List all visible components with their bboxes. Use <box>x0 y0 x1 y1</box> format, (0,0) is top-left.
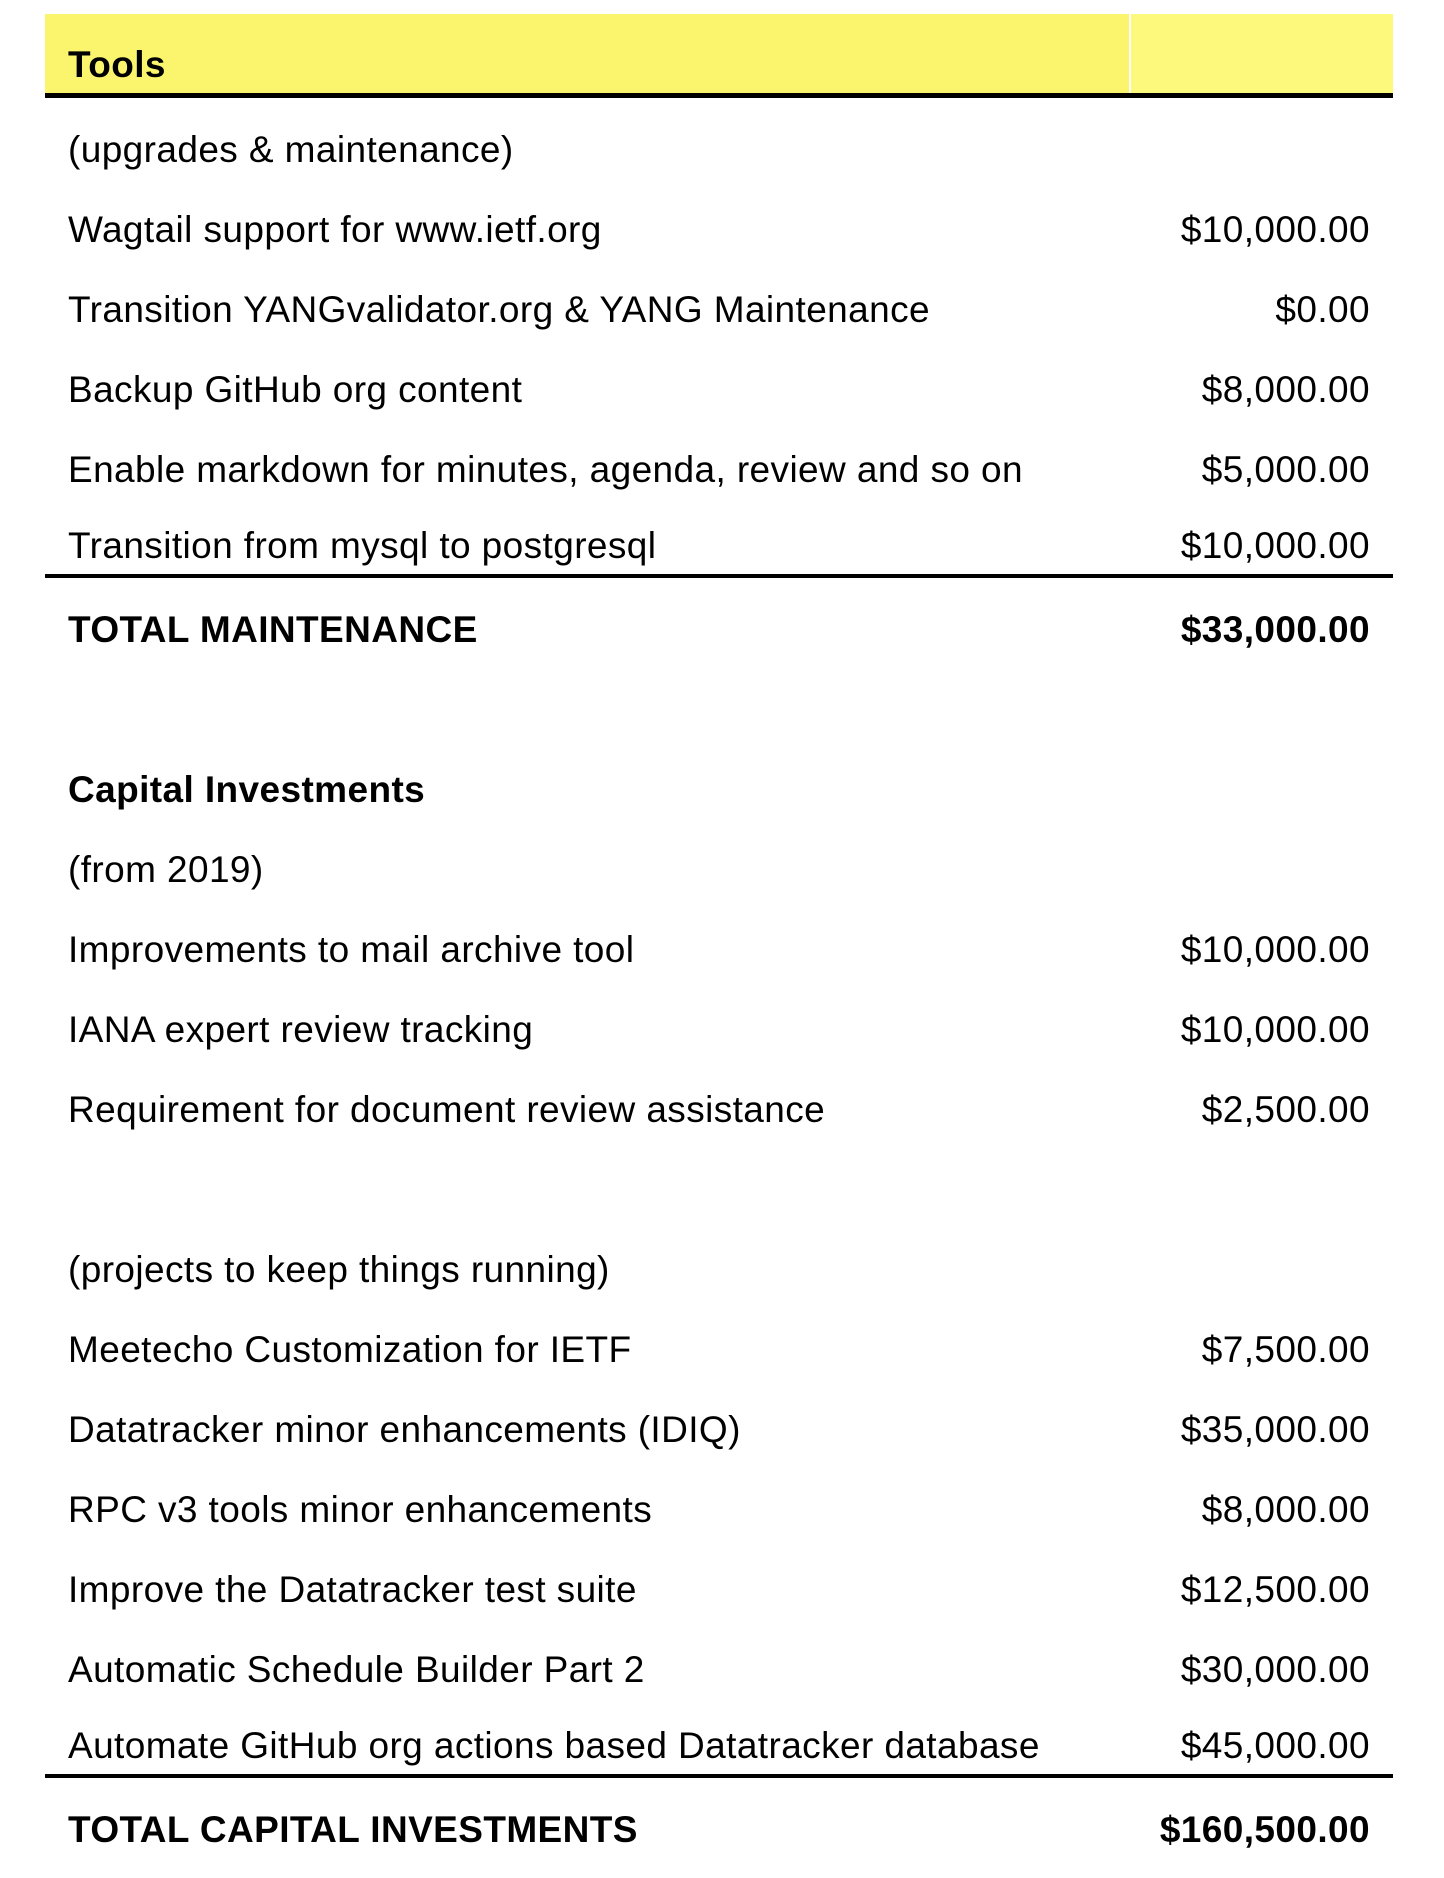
item-label: (projects to keep things running) <box>68 1249 610 1291</box>
table-row <box>45 1218 1393 1298</box>
table-row <box>45 818 1393 898</box>
item-label: IANA expert review tracking <box>68 1009 534 1051</box>
item-label: Automatic Schedule Builder Part 2 <box>68 1649 645 1691</box>
item-amount <box>1131 170 1393 178</box>
item-label: Automate GitHub org actions based Datatracker database <box>68 1725 1040 1767</box>
item-label: Requirement for document review assistance <box>68 1089 826 1131</box>
item-label: Wagtail support for www.ietf.org <box>68 209 602 251</box>
item-amount: $10,000.00 <box>1180 209 1370 251</box>
tools-header-label-cell <box>45 14 1129 93</box>
table-row <box>45 1778 1393 1858</box>
item-label: Improvements to mail archive tool <box>68 929 635 971</box>
item-label: Improve the Datatracker test suite <box>68 1569 637 1611</box>
table-row <box>45 658 1393 738</box>
item-amount: $33,000.00 <box>1180 609 1370 651</box>
item-amount <box>1131 1290 1393 1298</box>
item-amount <box>1131 1210 1393 1218</box>
table-row <box>45 258 1393 338</box>
table-row <box>45 1058 1393 1138</box>
item-amount: $5,000.00 <box>1201 449 1370 491</box>
item-label: Backup GitHub org content <box>68 369 523 411</box>
item-label: Enable markdown for minutes, agenda, review and so on <box>68 449 1023 491</box>
item-amount: $0.00 <box>1275 289 1370 331</box>
table-row <box>45 738 1393 818</box>
table-row <box>45 1378 1393 1458</box>
table-row <box>45 1458 1393 1538</box>
item-amount: $30,000.00 <box>1180 1649 1370 1691</box>
item-amount: $10,000.00 <box>1180 525 1370 567</box>
item-amount <box>1131 890 1393 898</box>
item-label: Transition from mysql to postgresql <box>68 525 657 567</box>
item-amount: $2,500.00 <box>1201 1089 1370 1131</box>
table-row <box>45 898 1393 978</box>
item-amount <box>1131 810 1393 818</box>
item-label: RPC v3 tools minor enhancements <box>68 1489 653 1531</box>
item-amount: $8,000.00 <box>1201 1489 1370 1531</box>
table-row <box>45 498 1393 578</box>
table-row <box>45 1698 1393 1778</box>
item-label <box>45 1210 1131 1218</box>
item-amount: $35,000.00 <box>1180 1409 1370 1451</box>
item-label: TOTAL CAPITAL INVESTMENTS <box>68 1809 638 1851</box>
item-amount: $8,000.00 <box>1201 369 1370 411</box>
item-amount: $12,500.00 <box>1180 1569 1370 1611</box>
rows-container <box>45 98 1393 1858</box>
table-row <box>45 338 1393 418</box>
item-amount <box>1131 730 1393 738</box>
item-label: Meetecho Customization for IETF <box>68 1329 632 1371</box>
item-label: Transition YANGvalidator.org & YANG Maintenance <box>68 289 930 331</box>
item-label: Datatracker minor enhancements (IDIQ) <box>68 1409 741 1451</box>
item-label: Capital Investments <box>68 769 426 811</box>
table-row <box>45 1618 1393 1698</box>
tools-header-amount-cell <box>1131 14 1393 93</box>
table-row <box>45 1298 1393 1378</box>
item-label: (from 2019) <box>68 849 264 891</box>
table-row <box>45 1538 1393 1618</box>
table-row <box>45 1138 1393 1218</box>
item-label: (upgrades & maintenance) <box>68 129 514 171</box>
item-amount: $7,500.00 <box>1201 1329 1370 1371</box>
table-row <box>45 418 1393 498</box>
table-row <box>45 98 1393 178</box>
item-amount: $10,000.00 <box>1180 1009 1370 1051</box>
table-row <box>45 978 1393 1058</box>
tools-header-row <box>45 14 1393 98</box>
table-row <box>45 178 1393 258</box>
item-label: TOTAL MAINTENANCE <box>68 609 478 651</box>
item-amount: $10,000.00 <box>1180 929 1370 971</box>
item-amount: $45,000.00 <box>1180 1725 1370 1767</box>
section-title: Tools <box>68 44 166 85</box>
item-label <box>45 730 1131 738</box>
table-row <box>45 578 1393 658</box>
item-amount: $160,500.00 <box>1159 1809 1370 1851</box>
